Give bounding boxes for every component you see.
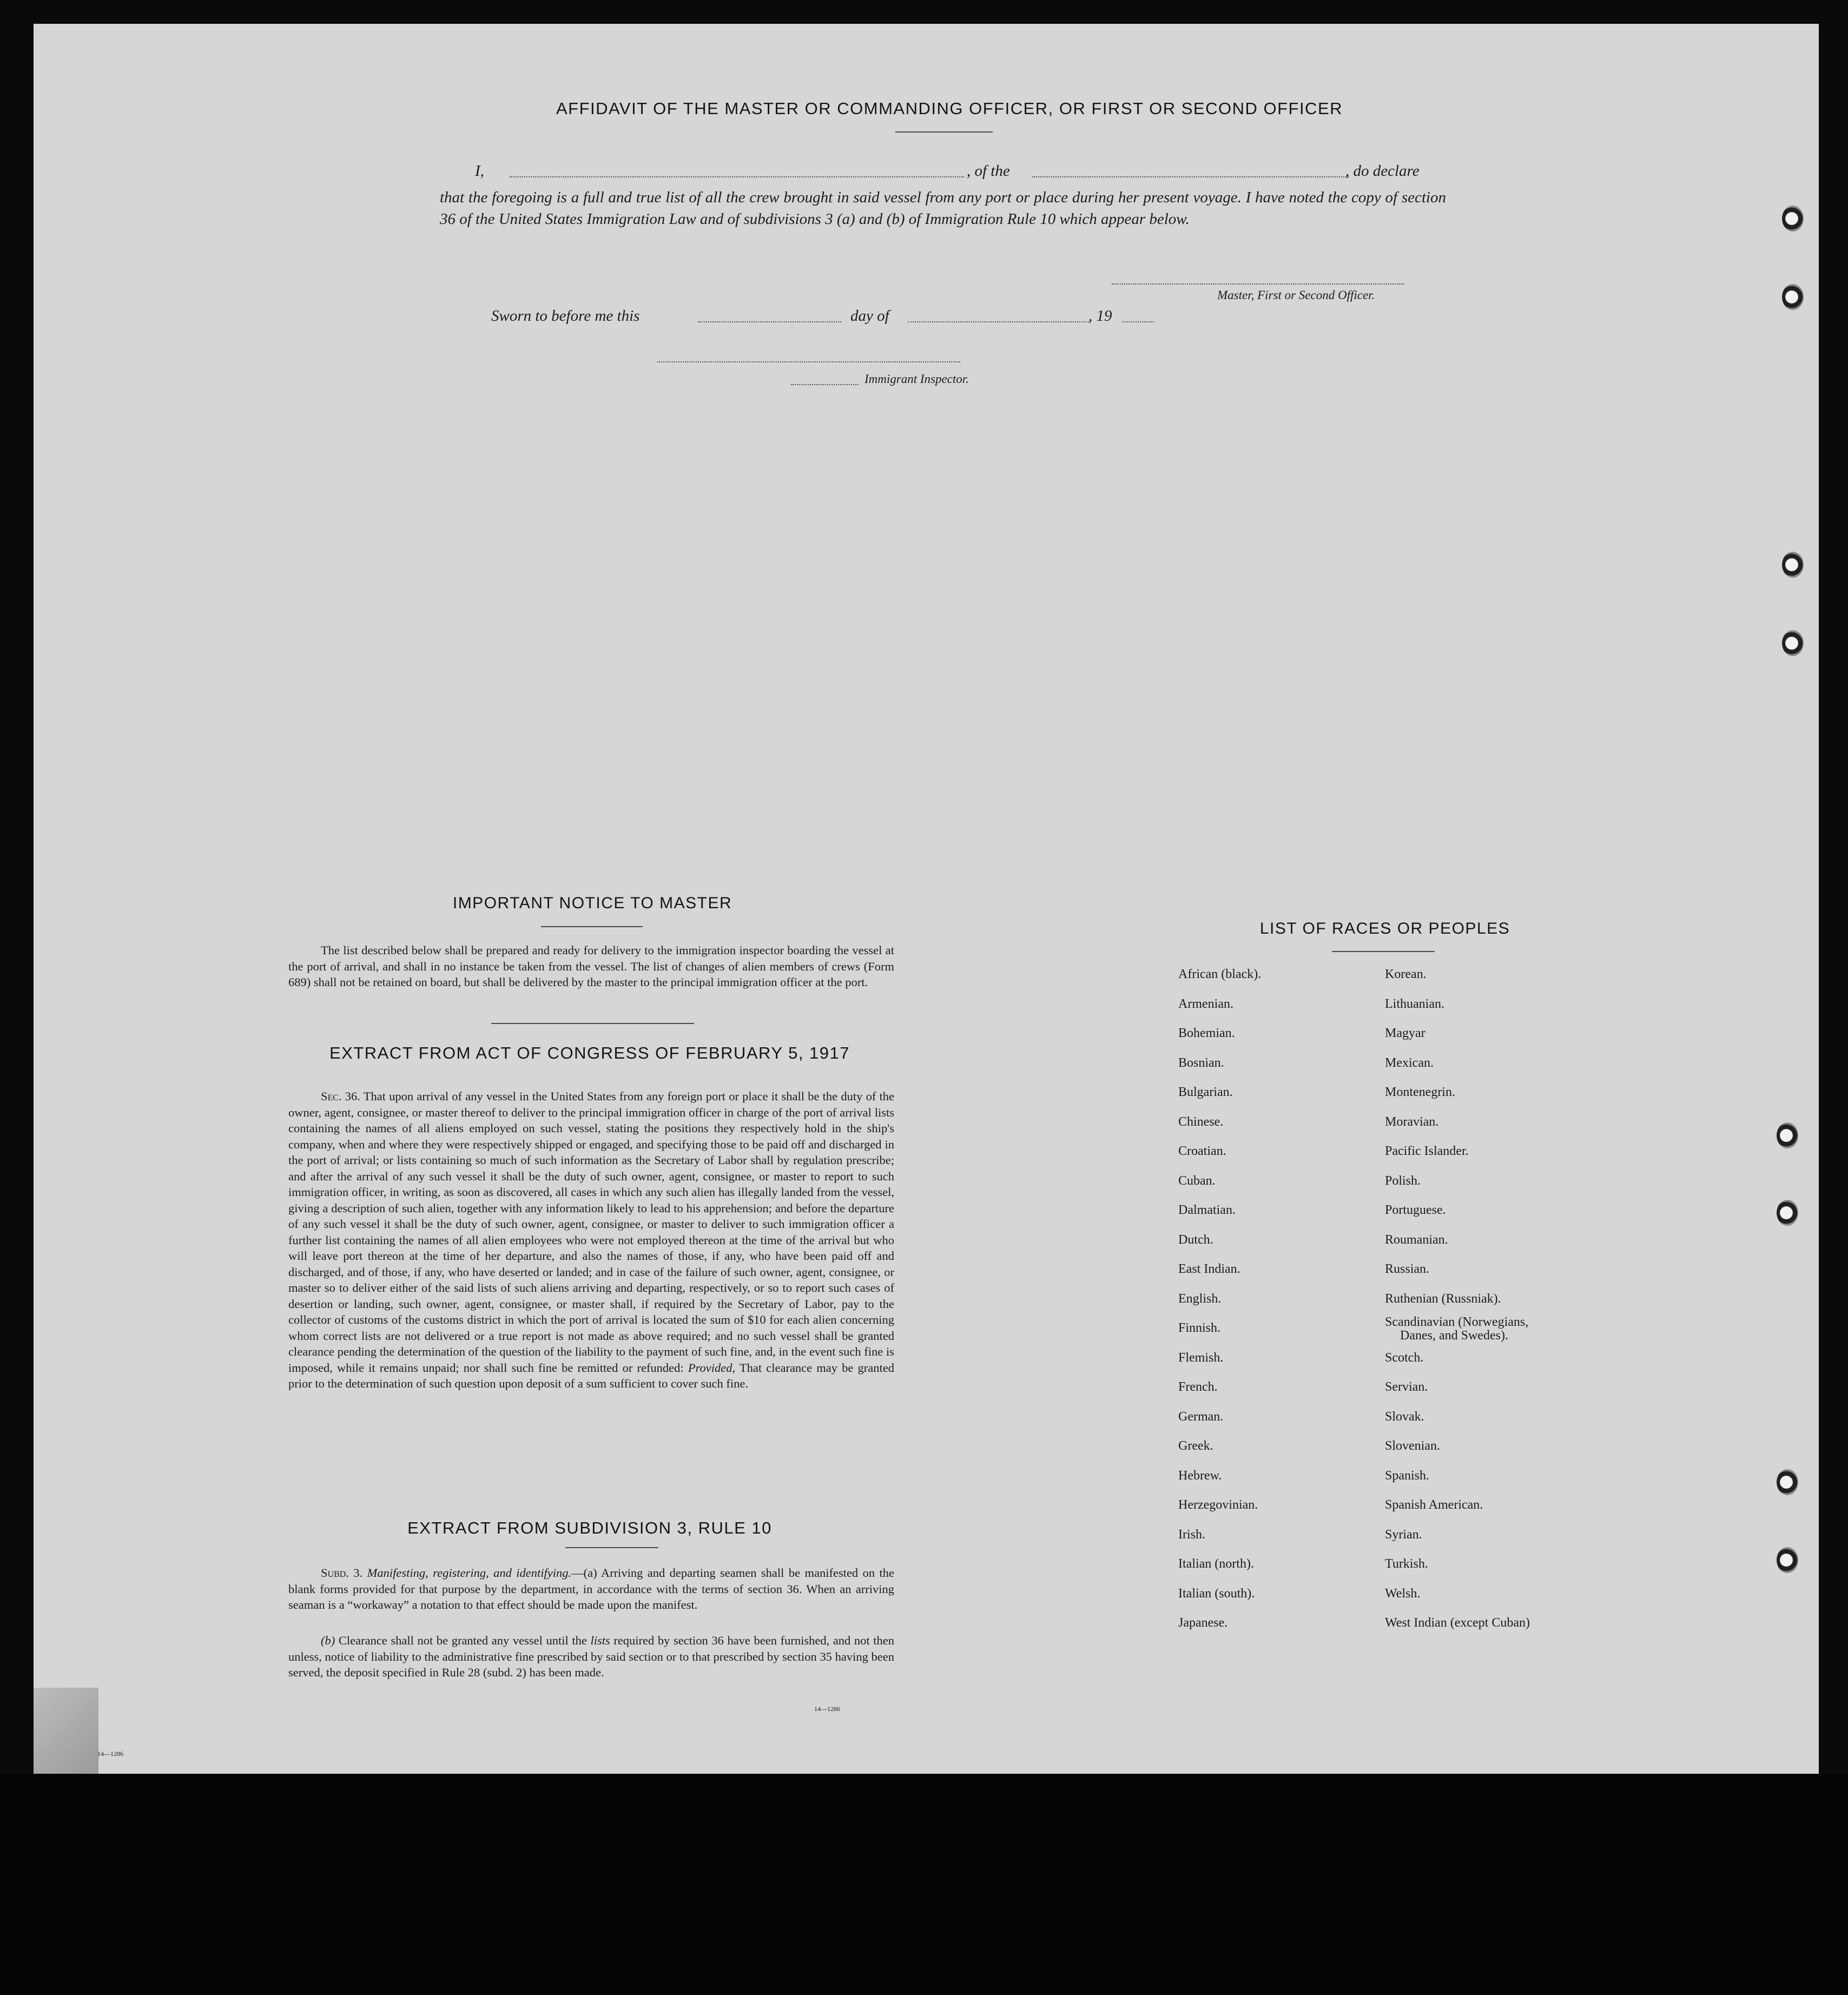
race-item: Greek. — [1178, 1439, 1213, 1453]
binder-hole — [1777, 1547, 1798, 1573]
race-item: West Indian (except Cuban) — [1385, 1616, 1530, 1630]
binder-hole — [1782, 284, 1804, 310]
binder-hole — [1777, 1469, 1798, 1495]
subd-a-text: Arriving and departing seamen shall be manifested on the blank forms provided for that purpose by the department, in accordance with the terms of section 36. When an arriving seaman is a “workaway” a notation to that effect should be made upon the manifest. — [288, 1566, 895, 1611]
race-item: Roumanian. — [1385, 1232, 1448, 1247]
scan-border — [0, 1774, 1848, 1995]
subd-b-lists: lists — [590, 1634, 610, 1647]
subd-label: Subd. 3. — [321, 1566, 363, 1580]
race-item: Dutch. — [1178, 1232, 1213, 1247]
race-item: Magyar — [1385, 1026, 1425, 1040]
act-proviso-text: That clearance may be granted prior to the determination of such question upon deposit of a sum sufficient to cover such fine. — [288, 1360, 895, 1390]
affidavit-of-the: , of the — [967, 162, 1010, 180]
race-item: Armenian. — [1178, 996, 1233, 1011]
affidavit-title-rule — [895, 131, 993, 133]
affidavit-paragraph: that the foregoing is a full and true list of all the crew brought in said vessel from any port or place during her present voyage. I have noted the copy of section 36 of the United States Immigration Law and of subdivisions 3 (a) and (b) of Immigration Rule 10 which appear below. — [440, 189, 1446, 228]
act-section-text: That upon arrival of any vessel in the United States from any foreign port or place it shall be the duty of the owner, agent, consignee, or master thereof to deliver to the principal immigration officer in charge of the port of arrival lists containing the names of all aliens employed on such vessel, stating the positions they respectively hold in the ship's company, when and where they were respectively shipped or engaged, and specifying those to be paid off and discharged in the port of arrival; or lists containing so much of such information as the Secretary of Labor shall by regulation prescribe; and after the arrival of any such vessel it shall be the duty of such owner, agent, consignee, or master to report to such immigration officer, in writing, as soon as discovered, all cases in which any such alien has illegally landed from the vessel, giving a description of such alien, together with any information likely to lead to his apprehension; and before the departure of any such vessel it shall be the duty of such owner, agent, consignee, or master to deliver to such immigration officer a further list containing the names of all alien employees who were not employed thereon at the time of the arrival but who will leave port thereon at the time of her departure, and also the names of those, if any, who have been paid off and discharged, and of those, if any, who have deserted or landed; and in case of the failure of such owner, agent, consignee, or master so to deliver either of the said lists of such aliens arriving and departing, respectively, or so to report such cases of desertion or landing, such owner, agent, consignee, or master shall, if required by the Secretary of Labor, pay to the collector of customs of the customs district in which the port of arrival is located the sum of $10 for each alien concerning whom correct lists are not delivered or a true report is not made as above required; and no such vessel shall be granted clearance pending the determination of the question of the liability to the payment of such fine, and, in the event such fine is imposed, while it remains unpaid; nor shall such fine be remitted or refunded: — [288, 1089, 895, 1375]
race-item: Syrian. — [1385, 1527, 1422, 1542]
race-item: Japanese. — [1178, 1616, 1228, 1630]
races-title: LIST OF RACES OR PEOPLES — [1259, 920, 1510, 937]
affidavit-i: I, — [475, 162, 484, 180]
race-item: Portuguese. — [1385, 1203, 1446, 1217]
sworn-text: Sworn to before me this — [491, 307, 640, 325]
subd-b-text-2: required by section 36 have been furnished, and not then unless, notice of liability to the administrative fine prescribed by said section or to that prescribed by section 35 having been served, the deposit specified in Rule 28 (subd. 2) has been made. — [288, 1634, 895, 1679]
rule-extract-title-rule — [565, 1547, 658, 1548]
race-item: Herzegovinian. — [1178, 1498, 1258, 1512]
act-proviso-word: Provided, — [688, 1360, 736, 1375]
binder-hole — [1782, 630, 1804, 656]
subd-heading: Manifesting, registering, and identifying. — [367, 1566, 572, 1580]
race-item: Spanish. — [1385, 1468, 1430, 1483]
race-item: Russian. — [1385, 1262, 1430, 1276]
race-item: Bohemian. — [1178, 1026, 1235, 1040]
race-item: Turkish. — [1385, 1557, 1428, 1571]
name-blank[interactable] — [510, 176, 964, 177]
subd-b-label: (b) — [321, 1634, 335, 1647]
act-section-label: Sec. 36. — [321, 1089, 360, 1103]
race-item: Slovenian. — [1385, 1439, 1440, 1453]
race-item: German. — [1178, 1409, 1224, 1424]
notice-separator — [491, 1023, 694, 1024]
binder-hole — [1777, 1122, 1798, 1148]
race-item: Cuban. — [1178, 1173, 1216, 1188]
subd-b-text-1: Clearance shall not be granted any vessel until the — [338, 1634, 587, 1647]
races-title-rule — [1332, 951, 1435, 952]
rule-extract-b — [288, 1633, 894, 1681]
race-item: Polish. — [1385, 1173, 1421, 1188]
race-item: Lithuanian. — [1385, 996, 1444, 1011]
document-page — [34, 24, 1819, 1774]
notice-text: The list described below shall be prepared and ready for delivery to the immigration inspector boarding the vessel at the port of arrival, and shall in no instance be taken from the vessel. The list of changes of alien members of crews (Form 689) shall not be retained on board, but shall be delivered by the master to the principal immigration officer at the port. — [288, 943, 894, 989]
binder-hole — [1782, 206, 1804, 232]
inspector-prefix-blank[interactable] — [791, 384, 859, 385]
form-number: 14—1286 — [814, 1705, 840, 1713]
master-signature-blank[interactable] — [1112, 283, 1404, 285]
race-item: Servian. — [1385, 1380, 1428, 1394]
race-item: African (black). — [1178, 967, 1262, 981]
race-item: Scandinavian (Norwegians, — [1385, 1315, 1529, 1329]
page-fold — [34, 1688, 98, 1780]
affidavit-declare: , do declare — [1345, 162, 1420, 180]
race-item: Danes, and Swedes). — [1400, 1329, 1508, 1343]
notice-title-rule — [541, 926, 643, 927]
race-item: Flemish. — [1178, 1350, 1224, 1365]
rule-extract-a — [288, 1565, 894, 1613]
subd-a-label: —(a) — [571, 1566, 597, 1580]
race-item: Bosnian. — [1178, 1055, 1224, 1070]
race-item: Hebrew. — [1178, 1468, 1222, 1483]
act-extract-title: EXTRACT FROM ACT OF CONGRESS OF FEBRUARY 5, 1917 — [329, 1043, 850, 1062]
race-item: East Indian. — [1178, 1262, 1240, 1276]
inspector-signature-blank[interactable] — [657, 361, 960, 362]
race-item: English. — [1178, 1291, 1222, 1306]
race-item: Spanish American. — [1385, 1498, 1483, 1512]
race-item: French. — [1178, 1380, 1218, 1394]
race-item: Dalmatian. — [1178, 1203, 1236, 1217]
race-item: Montenegrin. — [1385, 1085, 1455, 1099]
master-signature-label: Master, First or Second Officer. — [1217, 288, 1375, 302]
race-item: Italian (north). — [1178, 1557, 1254, 1571]
year-prefix-text: , 19 — [1088, 307, 1112, 325]
vessel-blank[interactable] — [1032, 176, 1349, 177]
rule-extract-title: EXTRACT FROM SUBDIVISION 3, RULE 10 — [407, 1518, 772, 1537]
act-extract-text — [288, 1088, 894, 1392]
race-item: Ruthenian (Russniak). — [1385, 1291, 1501, 1306]
race-item: Croatian. — [1178, 1144, 1226, 1158]
sworn-year-blank[interactable] — [1123, 321, 1154, 322]
sworn-month-blank[interactable] — [908, 321, 1089, 322]
inspector-label: Immigrant Inspector. — [864, 372, 969, 386]
day-of-text: day of — [850, 307, 889, 325]
race-item: Bulgarian. — [1178, 1085, 1233, 1099]
margin-form-number: 14—1286 — [97, 1750, 123, 1758]
race-item: Italian (south). — [1178, 1586, 1255, 1601]
sworn-day-blank[interactable] — [698, 321, 841, 322]
race-item: Slovak. — [1385, 1409, 1424, 1424]
binder-hole — [1777, 1200, 1798, 1226]
race-item: Chinese. — [1178, 1114, 1224, 1129]
race-item: Irish. — [1178, 1527, 1205, 1542]
binder-hole — [1782, 552, 1804, 578]
race-item: Moravian. — [1385, 1114, 1439, 1129]
race-item: Mexican. — [1385, 1055, 1434, 1070]
race-item: Pacific Islander. — [1385, 1144, 1469, 1158]
notice-title: IMPORTANT NOTICE TO MASTER — [452, 894, 732, 912]
race-item: Finnish. — [1178, 1321, 1221, 1335]
race-item: Scotch. — [1385, 1350, 1424, 1365]
race-item: Korean. — [1385, 967, 1427, 981]
affidavit-title: AFFIDAVIT OF THE MASTER OR COMMANDING OFFICER, OR FIRST OR SECOND OFFICER — [556, 99, 1343, 118]
race-item: Welsh. — [1385, 1586, 1421, 1601]
